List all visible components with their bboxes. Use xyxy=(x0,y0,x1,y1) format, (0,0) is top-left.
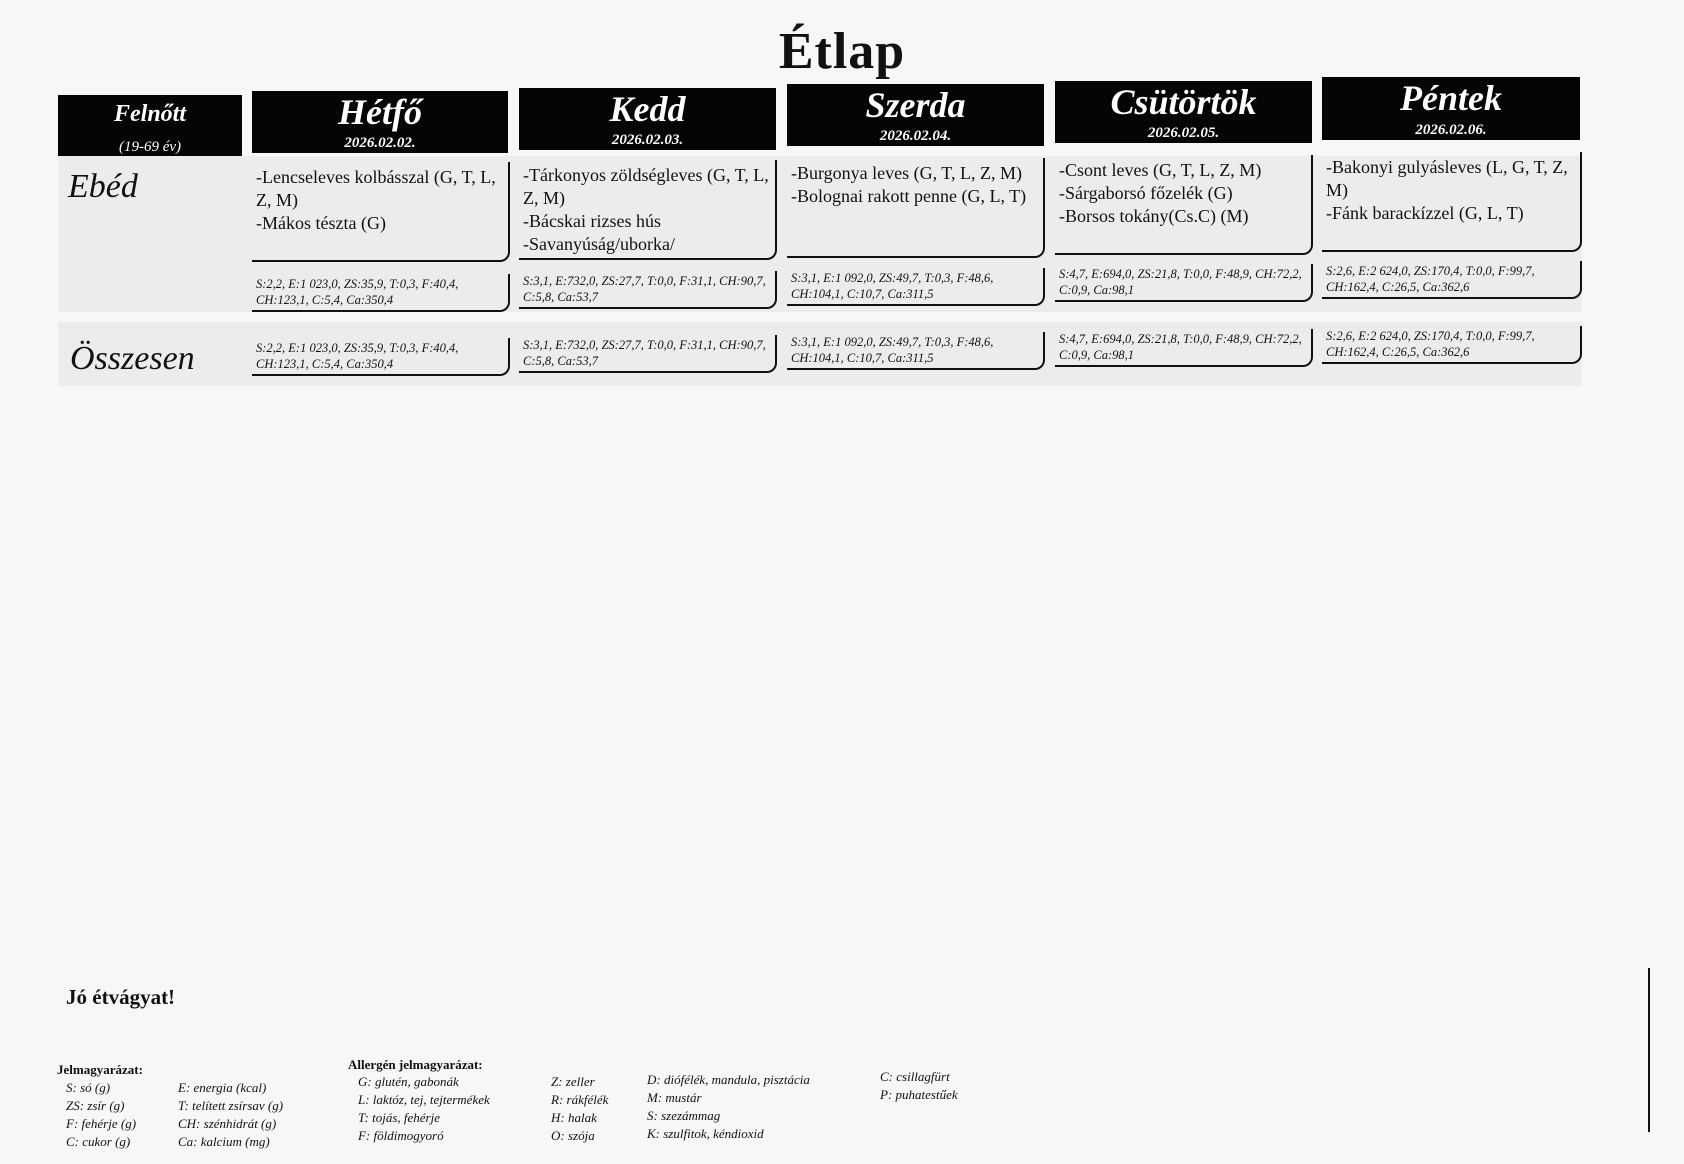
lunch-dishes-friday xyxy=(1322,152,1582,252)
dish-item: -Savanyúság/uborka/ xyxy=(523,234,675,254)
legend-item: C: csillagfürt xyxy=(880,1069,950,1084)
total-nutrition-wednesday: S:3,1, E:1 092,0, ZS:49,7, T:0,3, F:48,6, CH:104,1, C:10,7, Ca:311,5 xyxy=(787,332,1045,370)
day-date: 2026.02.05. xyxy=(1147,125,1220,141)
lunch-label: Ebéd xyxy=(68,168,138,205)
dish-item: -Burgonya leves (G, T, L, Z, M) xyxy=(791,163,1022,183)
day-header-thursday xyxy=(1055,81,1312,143)
dish-item: -Lencseleves kolbásszal (G, T, L, Z, M) xyxy=(256,167,496,210)
lunch-nutrition-monday: S:2,2, E:1 023,0, ZS:35,9, T:0,3, F:40,4, CH:123,1, C:5,4, Ca:350,4 xyxy=(252,274,510,312)
legend-title: Jelmagyarázat: xyxy=(57,1062,143,1077)
dish-item: -Borsos tokány(Cs.C) (M) xyxy=(1059,206,1249,226)
legend-item: C: cukor (g) xyxy=(66,1134,131,1149)
legend-item: T: tojás, fehérje xyxy=(358,1110,440,1125)
day-header-tuesday xyxy=(519,88,776,150)
day-name: Szerda xyxy=(865,85,966,125)
legend-item: E: energia (kcal) xyxy=(178,1080,267,1095)
legend-item: L: laktóz, tej, tejtermékek xyxy=(358,1092,490,1107)
day-name: Hétfő xyxy=(338,92,422,132)
day-date: 2026.02.04. xyxy=(879,128,952,144)
group-age-range: (19-69 év) xyxy=(118,139,182,155)
dish-item: -Fánk barackízzel (G, L, T) xyxy=(1326,203,1524,223)
dish-item: -Csont leves (G, T, L, Z, M) xyxy=(1059,160,1262,180)
group-header xyxy=(58,95,242,157)
legend-col-1 xyxy=(66,1079,136,1151)
page-edge-line xyxy=(1648,968,1650,1132)
dish-item: -Tárkonyos zöldségleves (G, T, L, Z, M) xyxy=(523,165,769,208)
page-title: Étlap xyxy=(778,23,906,80)
total-nutrition-tuesday: S:3,1, E:732,0, ZS:27,7, T:0,0, F:31,1, CH:90,7, C:5,8, Ca:53,7 xyxy=(519,335,777,373)
dish-item: -Mákos tészta (G) xyxy=(256,213,386,233)
legend-item: F: fehérje (g) xyxy=(66,1116,137,1131)
lunch-dishes-wednesday xyxy=(787,158,1045,258)
legend-item: M: mustár xyxy=(647,1090,702,1105)
day-date: 2026.02.03. xyxy=(611,132,684,148)
lunch-nutrition-friday: S:2,6, E:2 624,0, ZS:170,4, T:0,0, F:99,7, CH:162,4, C:26,5, Ca:362,6 xyxy=(1322,261,1582,299)
lunch-dishes-monday xyxy=(252,162,510,262)
legend-item: O: szója xyxy=(551,1128,595,1143)
day-date: 2026.02.02. xyxy=(344,135,416,151)
day-name: Péntek xyxy=(1400,78,1502,118)
legend-item: T: telített zsírsav (g) xyxy=(178,1098,284,1113)
legend-item: Ca: kalcium (mg) xyxy=(178,1134,270,1149)
legend-item: P: puhatestűek xyxy=(880,1087,958,1102)
legend-item: R: rákfélék xyxy=(551,1092,609,1107)
lunch-nutrition-wednesday: S:3,1, E:1 092,0, ZS:49,7, T:0,3, F:48,6, CH:104,1, C:10,7, Ca:311,5 xyxy=(787,268,1045,306)
day-header-wednesday xyxy=(787,84,1044,146)
allergen-legend-title: Allergén jelmagyarázat: xyxy=(348,1057,483,1072)
dish-item: -Bolognai rakott penne (G, L, T) xyxy=(791,186,1027,206)
total-nutrition-monday: S:2,2, E:1 023,0, ZS:35,9, T:0,3, F:40,4, CH:123,1, C:5,4, Ca:350,4 xyxy=(252,338,510,376)
allergen-col-1 xyxy=(358,1073,490,1145)
total-nutrition-thursday: S:4,7, E:694,0, ZS:21,8, T:0,0, F:48,9, CH:72,2, C:0,9, Ca:98,1 xyxy=(1055,329,1313,367)
legend-item: Z: zeller xyxy=(551,1074,595,1089)
lunch-dishes-thursday xyxy=(1055,155,1313,255)
dish-item: -Bakonyi gulyásleves (L, G, T, Z, M) xyxy=(1326,157,1568,200)
day-header-friday xyxy=(1322,77,1580,140)
lunch-nutrition-thursday: S:4,7, E:694,0, ZS:21,8, T:0,0, F:48,9, CH:72,2, C:0,9, Ca:98,1 xyxy=(1055,264,1313,302)
allergen-col-4 xyxy=(880,1068,958,1104)
lunch-dishes-tuesday xyxy=(519,160,777,260)
day-header-monday xyxy=(252,91,508,153)
lunch-nutrition-tuesday: S:3,1, E:732,0, ZS:27,7, T:0,0, F:31,1, CH:90,7, C:5,8, Ca:53,7 xyxy=(519,271,777,309)
dish-item: -Sárgaborsó főzelék (G) xyxy=(1059,183,1233,203)
allergen-col-2 xyxy=(551,1073,608,1145)
legend-item: ZS: zsír (g) xyxy=(66,1098,125,1113)
legend-item: G: glutén, gabonák xyxy=(358,1074,459,1089)
legend-col-2 xyxy=(178,1079,283,1151)
total-label: Összesen xyxy=(70,340,195,377)
total-nutrition-friday: S:2,6, E:2 624,0, ZS:170,4, T:0,0, F:99,7, CH:162,4, C:26,5, Ca:362,6 xyxy=(1322,326,1582,364)
legend-item: F: földimogyoró xyxy=(358,1128,444,1143)
day-name: Kedd xyxy=(609,89,686,129)
legend-item: D: diófélék, mandula, pisztácia xyxy=(647,1072,810,1087)
group-label: Felnőtt xyxy=(113,101,186,127)
legend-item: S: só (g) xyxy=(66,1080,111,1095)
legend-item: CH: szénhidrát (g) xyxy=(178,1116,277,1131)
legend-item: S: szezámmag xyxy=(647,1108,721,1123)
allergen-col-3 xyxy=(647,1071,810,1143)
day-date: 2026.02.06. xyxy=(1415,122,1487,138)
day-name: Csütörtök xyxy=(1110,82,1257,122)
dish-item: -Bácskai rizses hús xyxy=(523,211,661,231)
legend-item: K: szulfitok, kéndioxid xyxy=(647,1126,764,1141)
greeting: Jó étvágyat! xyxy=(66,985,176,1009)
legend-item: H: halak xyxy=(551,1110,597,1125)
